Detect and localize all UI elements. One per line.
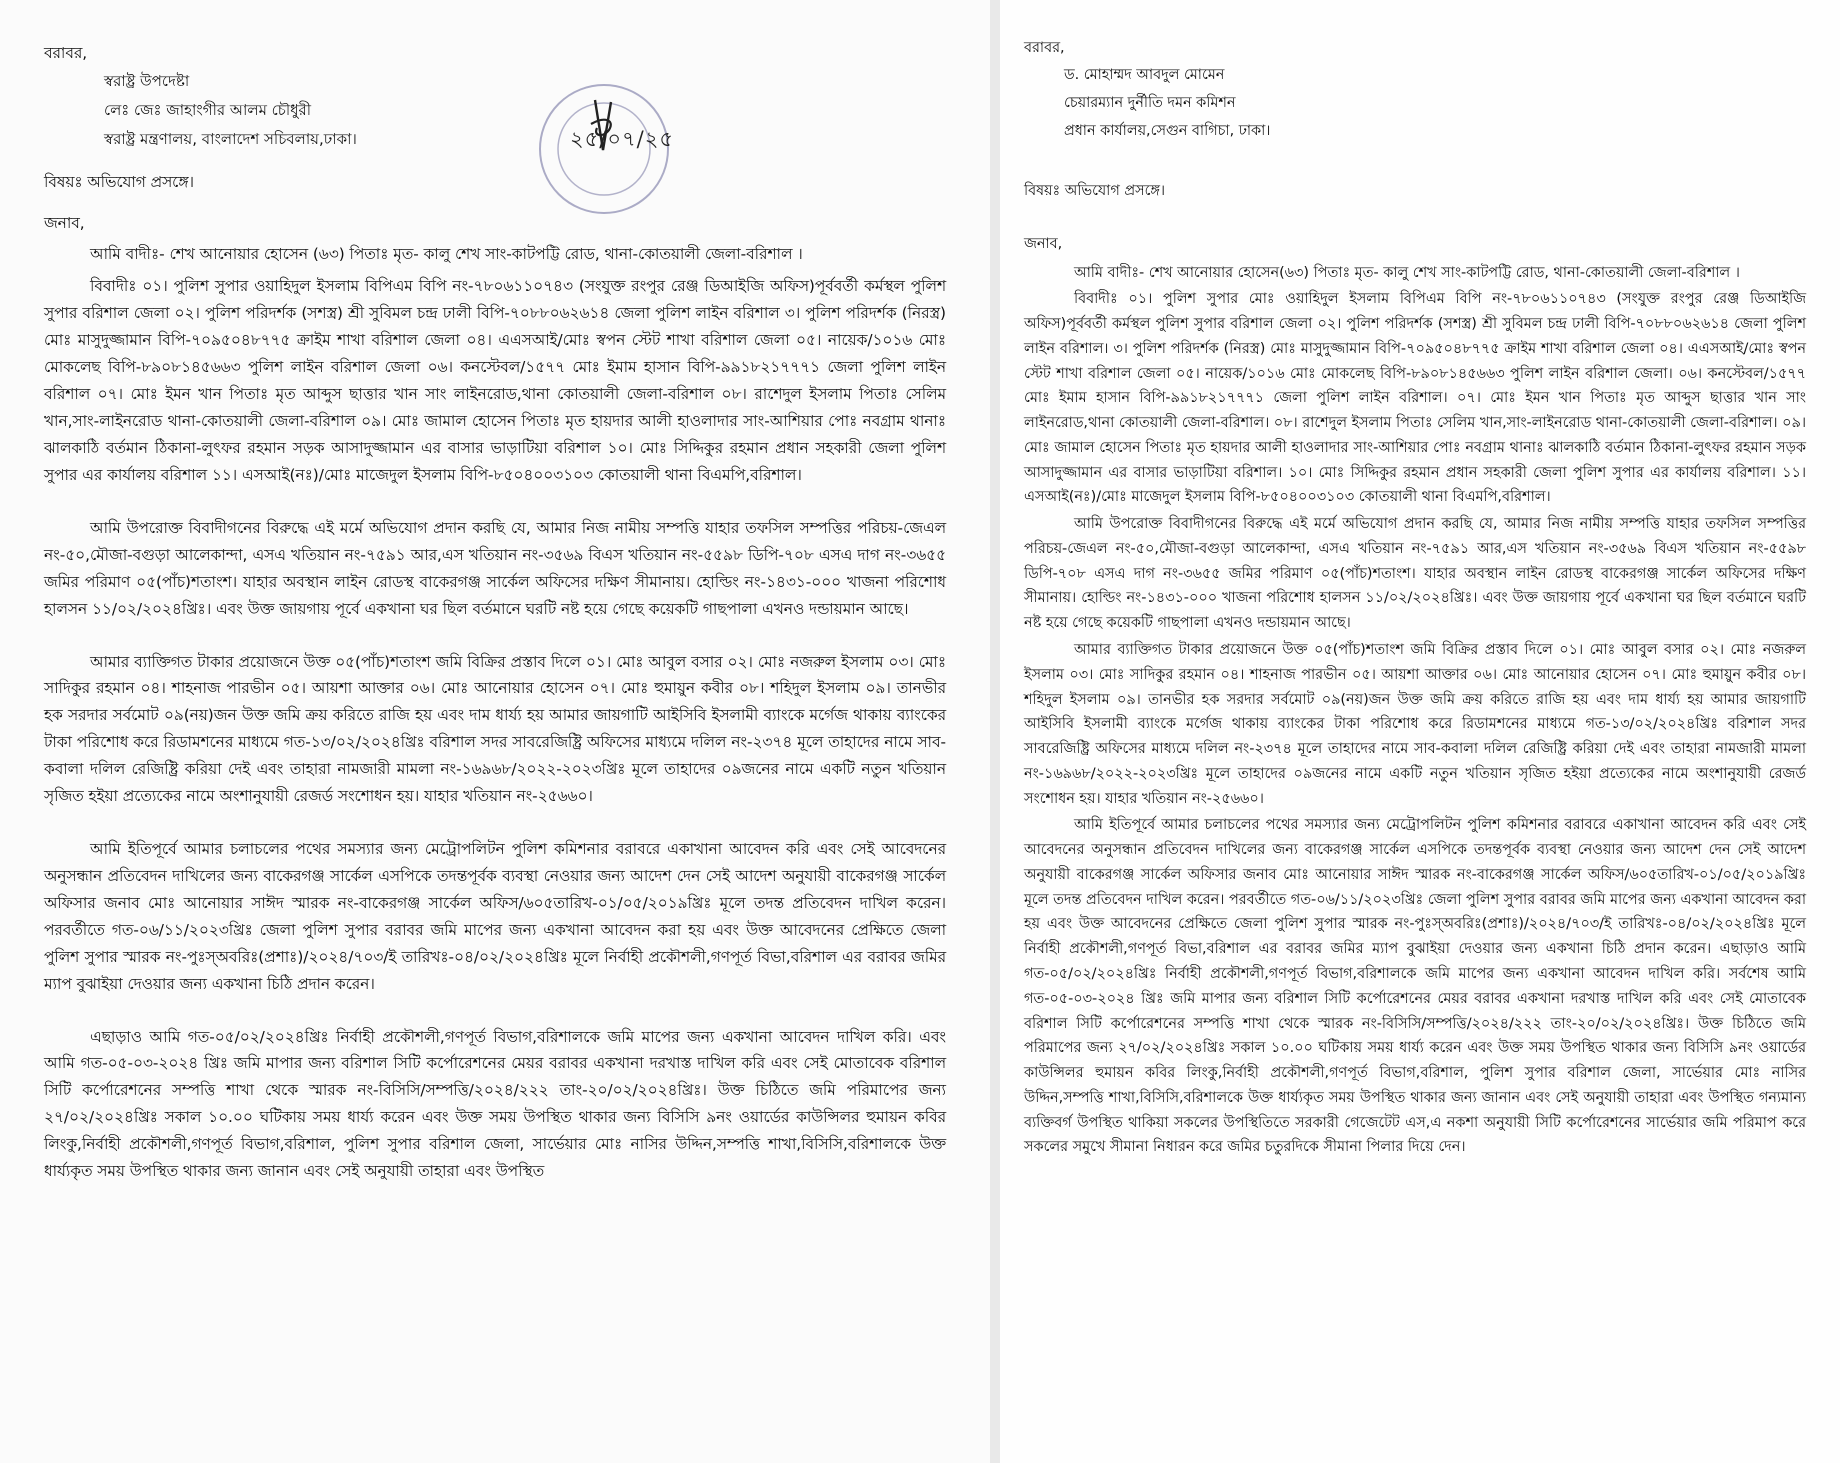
- left-paragraph: এছাড়াও আমি গত-০৫/০২/২০২৪খ্রিঃ নির্বাহী প্রকৌশলী,গণপূর্ত বিভাগ,বরিশালকে জমি মাপের জন্য একখানা আবেদন দাখিল করি। এবং আমি গত-০৫-০৩-২০২৪ খ্রিঃ জমি মাপার জন্য বরিশাল সিটি কর্পোরেশনের মেয়র বরাবর একখানা দরখাস্ত দাখিল করি এবং সেই মোতাবেক বরিশাল সিটি কর্পোরেশনের সম্পত্তি শাখা থেকে স্মারক নং-বিসিসি/সম্পত্তি/২০২৪/২২২ তাং-২০/০২/২০২৪খ্রিঃ। উক্ত চিঠিতে জমি পরিমাপের জন্য ২৭/০২/২০২৪খ্রিঃ সকাল ১০.০০ ঘটিকায় সময় ধার্য্য করেন এবং উক্ত সময় উপস্থিত থাকার জন্য বিসিসি ৯নং ওয়ার্ডের কাউন্সিলর হুমায়ন কবির লিংকু,নির্বাহী প্রকৌশলী,গণপূর্ত বিভাগ,বরিশাল, পুলিশ সুপার বরিশাল জেলা, সার্ভেয়ার মোঃ নাসির উদ্দিন,সম্পত্তি শাখা,বিসিসি,বরিশালকে উক্ত ধার্য্যকৃত সময় উপস্থিত থাকার জন্য জানান এবং সেই অনুযায়ী তাহারা এবং উপস্থিত: [44, 1027, 946, 1181]
- right-paragraph: আমি উপরোক্ত বিবাদীগনের বিরুদ্ধে এই মর্মে অভিযোগ প্রদান করছি যে, আমার নিজ নামীয় সম্পত্তি যাহার তফসিল সম্পত্তির পরিচয়-জেএল নং-৫০,মৌজা-বগুড়া আলেকান্দা, এসএ খতিয়ান নং-৭৫৯১ আর,এস খতিয়ান নং-৩৫৬৯ বিএস খতিয়ান নং-৫৫৯৮ ডিপি-৭০৮ এসএ দাগ নং-৩৬৫৫ জমির পরিমাণ ০৫(পাঁচ)শতাংশ। যাহার অবস্থান লাইন রোডস্থ বাকেরগঞ্জ সার্কেল অফিসের দক্ষিণ সীমানায়। হোল্ডিং নং-১৪৩১-০০০ খাজনা পরিশোধ হালসন ১১/০২/২০২৪খ্রিঃ। এবং উক্ত জায়গায় পূর্বে একখানা ঘর ছিল বর্তমানে ঘরটি নষ্ট হয়ে গেছে কয়েকটি গাছপালা এখনও দন্ডায়মান আছে।: [1024, 516, 1806, 632]
- right-paragraph: আমি বাদীঃ- শেখ আনোয়ার হোসেন(৬৩) পিতাঃ মৃত- কালু শেখ সাং-কাটপট্টি রোড, থানা-কোতয়ালী জেলা-বরিশাল ।: [1074, 264, 1740, 281]
- right-letter-body: [1024, 36, 1806, 1160]
- page-gap: [990, 0, 1000, 1463]
- right-recipient-line: ড. মোহাম্মদ আবদুল মোমেন: [1064, 66, 1225, 83]
- left-letter-body: [44, 40, 946, 1185]
- right-paragraph: আমি ইতিপূর্বে আমার চলাচলের পথের সমস্যার জন্য মেট্রোপলিটন পুলিশ কমিশনার বরাবরে একাখানা আবেদন করি এবং সেই আবেদনের অনুসন্ধান প্রতিবেদন দাখিলের জন্য বাকেরগঞ্জ সার্কেল এসপিকে তদন্তপূর্বক ব্যবস্থা নেওয়ার জন্য আদেশ দেন সেই আদেশ অনুযায়ী বাকেরগঞ্জ সার্কেল অফিসার জনাব মোঃ আনোয়ার সাঈদ স্মারক নং-বাকেরগঞ্জ সার্কেল অফিস/৬০৫তারিখ-০১/০৫/২০১৯খ্রিঃ মূলে তদন্ত প্রতিবেদন দাখিল করেন। পরবর্তীতে গত-০৬/১১/২০২৩খ্রিঃ জেলা পুলিশ সুপার বরাবর জমি মাপের জন্য একখানা আবেদন করা হয় এবং উক্ত আবেদনের প্রেক্ষিতে জেলা পুলিশ সুপার স্মারক নং-পুঃস্অবরিঃ(প্রশাঃ)/২০২৪/৭০৩/ই তারিখঃ-০৪/০২/২০২৪খ্রিঃ মূলে নির্বাহী প্রকৌশলী,গণপূর্ত বিভা,বরিশাল এর বরাবর জমির ম্যাপ বুঝাইয়া দেওয়ার জন্য একখানা চিঠি প্রদান করেন। এছাড়াও আমি গত-০৫/০২/২০২৪খ্রিঃ নির্বাহী প্রকৌশলী,গণপূর্ত বিভাগ,বরিশালকে জমি মাপের জন্য একখানা আবেদন দাখিল করি। সর্বশেষ আমি গত-০৫-০৩-২০২৪ খ্রিঃ জমি মাপার জন্য বরিশাল সিটি কর্পোরেশনের মেয়র বরাবর একখানা দরখাস্ত দাখিল করি এবং সেই মোতাবেক বরিশাল সিটি কর্পোরেশনের সম্পত্তি শাখা থেকে স্মারক নং-বিসিসি/সম্পত্তি/২০২৪/২২২ তাং-২০/০২/২০২৪খ্রিঃ। উক্ত চিঠিতে জমি পরিমাপের জন্য ২৭/০২/২০২৪খ্রিঃ সকাল ১০.০০ ঘটিকায় সময় ধার্য্য করেন এবং উক্ত সময় উপস্থিত থাকার জন্য বিসিসি ৯নং ওয়ার্ডের কাউন্সিলর হুমায়ন কবির লিংকু,নির্বাহী প্রকৌশলী,গণপূর্ত বিভাগ,বরিশাল, পুলিশ সুপার বরিশাল জেলা, সার্ভেয়ার মোঃ নাসির উদ্দিন,সম্পত্তি শাখা,বিসিসি,বরিশালকে উক্ত ধার্য্যকৃত সময় উপস্থিত থাকার জন্য জানান এবং সেই অনুযায়ী তাহারা এবং উপস্থিত গন্যমান্য ব্যক্তিবর্গ উপস্থিত থাকিয়া সকলের উপস্থিতিতে সরকারী গেজেটেট এস,এ নকশা অনুযায়ী সিটি কর্পোরেশনের সার্ভেয়ার জমি পরিমাপ করে সকলের সমুখে সীমানা নিধারন করে জমির চতুরদিকে সীমানা পিলার দিয়ে দেন।: [1024, 817, 1806, 1156]
- left-paragraph: আমার ব্যাক্তিগত টাকার প্রয়োজনে উক্ত ০৫(পাঁচ)শতাংশ জমি বিক্রির প্রস্তাব দিলে ০১। মোঃ আবুল বসার ০২। মোঃ নজরুল ইসলাম ০৩। মোঃ সাদিকুর রহমান ০৪। শাহনাজ পারভীন ০৫। আয়শা আক্তার ০৬। মোঃ আনোয়ার হোসেন ০৭। মোঃ হুমায়ুন কবীর ০৮। শহিদুল ইসলাম ০৯। তানভীর হক সরদার সর্বমোট ০৯(নয়)জন উক্ত জমি ক্রয় করিতে রাজি হয় এবং দাম ধার্য্য হয় আমার জায়গাটি আইসিবি ইসলামী ব্যাংকে মর্গেজ থাকায় ব্যাংকের টাকা পরিশোধ করে রিডামশনের মাধ্যমে গত-১৩/০২/২০২৪খ্রিঃ বরিশাল সদর সাবরেজিষ্ট্রি অফিসের মাধ্যমে দলিল নং-২৩৭৪ মূলে তাহাদের নামে সাব-কবালা দলিল রেজিষ্ট্রি করিয়া দেই এবং তাহারা নামজারী মামলা নং-১৬৯৬৮/২০২২-২০২৩খ্রিঃ মূলে তাহাদের ০৯জনের নামে একটি নতুন খতিয়ান সৃজিত হইয়া প্রত্যেকের নামে অংশানুযায়ী রেজর্ড সংশোধন হয়। যাহার খতিয়ান নং-২৫৬৬০।: [44, 652, 946, 806]
- left-to: বরাবর,: [44, 44, 88, 62]
- right-salutation: জনাব,: [1024, 235, 1063, 252]
- left-subject: বিষয়ঃ অভিযোগ প্রসঙ্গে।: [44, 172, 194, 191]
- left-recipient-line: স্বরাষ্ট্র উপদেষ্টা: [104, 71, 190, 90]
- left-paragraph: আমি উপরোক্ত বিবাদীগনের বিরুদ্ধে এই মর্মে অভিযোগ প্রদান করছি যে, আমার নিজ নামীয় সম্পত্তি যাহার তফসিল সম্পত্তির পরিচয়-জেএল নং-৫০,মৌজা-বগুড়া আলেকান্দা, এসএ খতিয়ান নং-৭৫৯১ আর,এস খতিয়ান নং-৩৫৬৯ বিএস খতিয়ান নং-৫৫৯৮ ডিপি-৭০৮ এসএ দাগ নং-৩৬৫৫ জমির পরিমাণ ০৫(পাঁচ)শতাংশ। যাহার অবস্থান লাইন রোডস্থ বাকেরগঞ্জ সার্কেল অফিসের দক্ষিণ সীমানায়। হোল্ডিং নং-১৪৩১-০০০ খাজনা পরিশোধ হালসন ১১/০২/২০২৪খ্রিঃ। এবং উক্ত জায়গায় পূর্বে একখানা ঘর ছিল বর্তমানে ঘরটি নষ্ট হয়ে গেছে কয়েকটি গাছপালা এখনও দন্ডায়মান আছে।: [44, 518, 946, 618]
- left-recipient-line: লেঃ জেঃ জাহাংগীর আলম চৌধুরী: [104, 101, 312, 120]
- left-recipient-line: স্বরাষ্ট্র মন্ত্রণালয়, বাংলাদেশ সচিবলায়,ঢাকা।: [104, 130, 357, 149]
- right-subject: বিষয়ঃ অভিযোগ প্রসঙ্গে।: [1024, 183, 1166, 199]
- right-recipient-block: [1024, 61, 1806, 145]
- left-paragraph: আমি ইতিপূর্বে আমার চলাচলের পথের সমস্যার জন্য মেট্রোপলিটন পুলিশ কমিশনার বরাবরে একাখানা আবেদন করি এবং সেই আবেদনের অনুসন্ধান প্রতিবেদন দাখিলের জন্য বাকেরগঞ্জ সার্কেল এসপিকে তদন্তপূর্বক ব্যবস্থা নেওয়ার জন্য আদেশ দেন সেই আদেশ অনুযায়ী বাকেরগঞ্জ সার্কেল অফিসার জনাব মোঃ আনোয়ার সাঈদ স্মারক নং-বাকেরগঞ্জ সার্কেল অফিস/৬০৫তারিখ-০১/০৫/২০১৯খ্রিঃ মূলে তদন্ত প্রতিবেদন দাখিল করেন। পরবর্তীতে গত-০৬/১১/২০২৩খ্রিঃ জেলা পুলিশ সুপার বরাবর জমি মাপের জন্য একখানা আবেদন করা হয় এবং উক্ত আবেদনের প্রেক্ষিতে জেলা পুলিশ সুপার স্মারক নং-পুঃস্অবরিঃ(প্রশাঃ)/২০২৪/৭০৩/ই তারিখঃ-০৪/০২/২০২৪খ্রিঃ মূলে নির্বাহী প্রকৌশলী,গণপূর্ত বিভা,বরিশাল এর বরাবর জমির ম্যাপ বুঝাইয়া দেওয়ার জন্য একখানা চিঠি প্রদান করেন।: [44, 840, 946, 993]
- right-paragraph: আমার ব্যাক্তিগত টাকার প্রয়োজনে উক্ত ০৫(পাঁচ)শতাংশ জমি বিক্রির প্রস্তাব দিলে ০১। মোঃ আবুল বসার ০২। মোঃ নজরুল ইসলাম ০৩। মোঃ সাদিকুর রহমান ০৪। শাহনাজ পারভীন ০৫। আয়শা আক্তার ০৬। মোঃ আনোয়ার হোসেন ০৭। মোঃ হুমায়ুন কবীর ০৮। শহিদুল ইসলাম ০৯। তানভীর হক সরদার সর্বমোট ০৯(নয়)জন উক্ত জমি ক্রয় করিতে রাজি হয় এবং দাম ধার্য্য হয় আমার জায়গাটি আইসিবি ইসলামী ব্যাংকে মর্গেজ থাকায় ব্যাংকের টাকা পরিশোধ করে রিডামশনের মাধ্যমে গত-১৩/০২/২০২৪খ্রিঃ বরিশাল সদর সাবরেজিষ্ট্রি অফিসের মাধ্যমে দলিল নং-২৩৭৪ মূলে তাহাদের নামে সাব-কবালা দলিল রেজিষ্ট্রি করিয়া দেই এবং তাহারা নামজারী মামলা নং-১৬৯৬৮/২০২২-২০২৩খ্রিঃ মূলে তাহাদের ০৯জনের নামে একটি নতুন খতিয়ান সৃজিত হইয়া প্রত্যেকের নামে অংশানুযায়ী রেজর্ড সংশোধন হয়। যাহার খতিয়ান নং-২৫৬৬০।: [1024, 642, 1806, 807]
- right-recipient-line: প্রধান কার্যালয়,সেগুন বাগিচা, ঢাকা।: [1064, 122, 1271, 139]
- left-paragraph: বিবাদীঃ ০১। পুলিশ সুপার ওয়াহিদুল ইসলাম বিপিএম বিপি নং-৭৮০৬১১০৭৪৩ (সংযুক্ত রংপুর রেঞ্জ ডিআইজি অফিস)পূর্ববর্তী কর্মস্থল পুলিশ সুপার বরিশাল জেলা ০২। পুলিশ পরিদর্শক (সশস্ত্র) শ্রী সুবিমল চন্দ্র ঢালী বিপি-৭০৮৮০৬২৬১৪ জেলা পুলিশ লাইন বরিশাল ৩। পুলিশ পরিদর্শক (নিরস্ত্র) মোঃ মাসুদুজ্জামান বিপি-৭০৯৫০৪৮৭৭৫ ক্রাইম শাখা বরিশাল জেলা ০৪। এএসআই/মোঃ স্বপন স্টেট শাখা বরিশাল জেলা ০৫। নায়েক/১০১৬ মোঃ মোকলেছ বিপি-৮৯০৮১৪৫৬৬৩ পুলিশ লাইন বরিশাল জেলা ০৬। কনস্টেবল/১৫৭৭ মোঃ ইমাম হাসান বিপি-৯৯১৮২১৭৭৭১ জেলা পুলিশ লাইন বরিশাল ০৭। মোঃ ইমন খান পিতাঃ মৃত আব্দুস ছাত্তার খান সাং লাইনরোড,থানা কোতয়ালী জেলা-বরিশাল ০৮। রাশেদুল ইসলাম পিতাঃ সেলিম খান,সাং-লাইনরোড থানা-কোতয়ালী জেলা-বরিশাল ০৯। মোঃ জামাল হোসেন পিতাঃ মৃত হায়দার আলী হাওলাদার সাং-আশিয়ার পোঃ নবগ্রাম থানাঃ ঝালকাঠি বর্তমান ঠিকানা-লুৎফর রহমান সড়ক আসাদুজ্জামান এর বাসার ভাড়াটিয়া বরিশাল ১০। মোঃ সিদ্দিকুর রহমান প্রধান সহকারী জেলা পুলিশ সুপার এর কার্যালয় বরিশাল ১১। এসআই(নঃ)/মোঃ মাজেদুল ইসলাম বিপি-৮৫০৪০০৩১০৩ কোতয়ালী থানা বিএমপি,বরিশাল।: [44, 277, 946, 484]
- stamp-date: ২৫/০৭/২৫: [570, 127, 675, 151]
- right-letter-page: [1000, 0, 1840, 1463]
- right-paragraph: বিবাদীঃ ০১। পুলিশ সুপার মোঃ ওয়াহিদুল ইসলাম বিপিএম বিপি নং-৭৮০৬১১০৭৪৩ (সংযুক্ত রংপুর রেঞ্জ ডিআইজি অফিস)পূর্ববর্তী কর্মস্থল পুলিশ সুপার বরিশাল জেলা ০২। পুলিশ পরিদর্শক (সশস্ত্র) শ্রী সুবিমল চন্দ্র ঢালী বিপি-৭০৮৮০৬২৬১৪ জেলা পুলিশ লাইন বরিশাল। ৩। পুলিশ পরিদর্শক (নিরস্ত্র) মোঃ মাসুদুজ্জামান বিপি-৭০৯৫০৪৮৭৭৫ ক্রাইম শাখা বরিশাল জেলা ০৪। এএসআই/মোঃ স্বপন স্টেট শাখা বরিশাল জেলা ০৫। নায়েক/১০১৬ মোঃ মোকলেছ বিপি-৮৯০৮১৪৫৬৬৩ পুলিশ লাইন বরিশাল জেলা। ০৬। কনস্টেবল/১৫৭৭ মোঃ ইমাম হাসান বিপি-৯৯১৮২১৭৭৭১ জেলা পুলিশ লাইন বরিশাল। ০৭। মোঃ ইমন খান পিতাঃ মৃত আব্দুস ছাত্তার খান সাং লাইনরোড,থানা কোতয়ালী জেলা-বরিশাল। ০৮। রাশেদুল ইসলাম পিতাঃ সেলিম খান,সাং-লাইনরোড থানা-কোতয়ালী জেলা-বরিশাল। ০৯। মোঃ জামাল হোসেন পিতাঃ মৃত হায়দার আলী হাওলাদার সাং-আশিয়ার পোঃ নবগ্রাম থানাঃ ঝালকাঠি বর্তমান ঠিকানা-লুৎফর রহমান সড়ক আসাদুজ্জামান এর বাসার ভাড়াটিয়া বরিশাল। ১০। মোঃ সিদ্দিকুর রহমান প্রধান সহকারী জেলা পুলিশ সুপার এর কার্যালয় বরিশাল। ১১। এসআই(নঃ)/মোঃ মাজেদুল ইসলাম বিপি-৮৫০৪০০৩১০৩ কোতয়ালী থানা বিএমপি,বরিশাল।: [1024, 291, 1806, 506]
- left-recipient-block: [44, 67, 946, 155]
- right-recipient-line: চেয়ারম্যান দুর্নীতি দমন কমিশন: [1064, 94, 1236, 111]
- left-salutation: জনাব,: [44, 213, 85, 232]
- right-to: বরাবর,: [1024, 40, 1065, 56]
- left-paragraph: আমি বাদীঃ- শেখ আনোয়ার হোসেন (৬৩) পিতাঃ মৃত- কালু শেখ সাং-কাটপট্টি রোড, থানা-কোতয়ালী জেলা-বরিশাল ।: [90, 244, 803, 263]
